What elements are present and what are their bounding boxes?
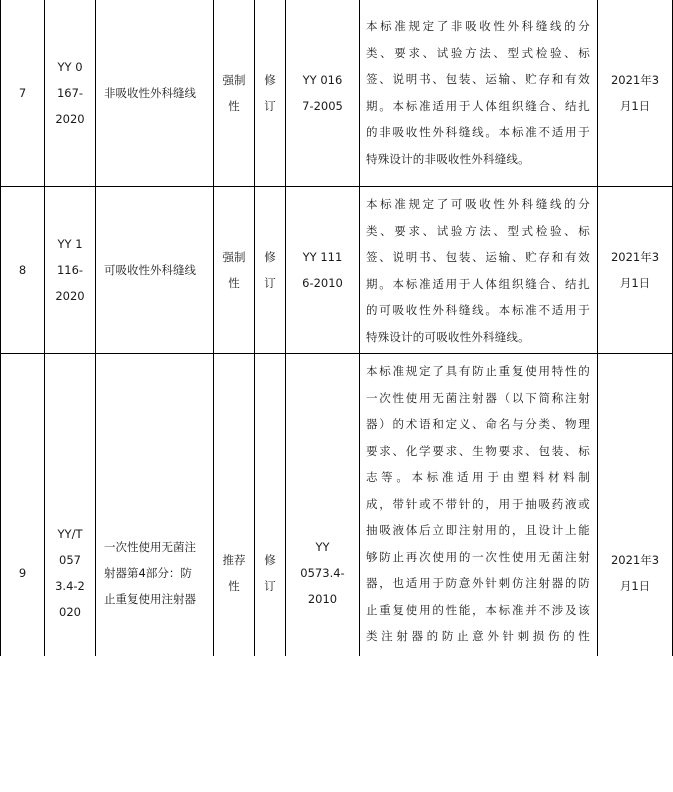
description-line: 器）的术语和定义、命名与分类、物理: [366, 417, 590, 431]
replaced-standard-cell: [286, 187, 359, 353]
description-line: 签、说明书、包装、运输、贮存和有效: [366, 72, 590, 86]
nature-line: 强制: [222, 250, 246, 264]
revision-type-line: 订: [264, 276, 276, 290]
seq-number: 9: [18, 566, 27, 580]
replaced-standard-line: YY 016: [302, 73, 343, 87]
column-divider: [359, 0, 360, 656]
standard-name-line: 射器第4部分：防: [104, 566, 192, 580]
nature-line: 推荐: [222, 553, 246, 567]
description-line: 类、要求、试验方法、型式检验、标: [366, 45, 590, 60]
standard-name-cell: [96, 0, 213, 186]
nature-line: 强制: [222, 73, 246, 87]
revision-type-cell: [255, 354, 285, 792]
description-cell: [366, 358, 590, 656]
standard-number-line: 057: [59, 553, 81, 567]
standard-number-line: YY 1: [57, 237, 83, 251]
replaced-standard-line: YY 111: [302, 250, 343, 264]
description-line: 器，也适用于防意外针刺仿注射器的防: [366, 576, 590, 590]
standard-name-line: 可吸收性外科缝线: [104, 263, 196, 277]
description-line: 够防止再次使用的一次性使用无菌注射: [366, 549, 590, 564]
standard-number-line: 2020: [55, 112, 85, 126]
replaced-standard-line: 2010: [307, 592, 338, 606]
standard-name-line: 止重复使用注射器: [104, 592, 196, 606]
description-line: 签、说明书、包装、运输、贮存和有效: [366, 250, 590, 264]
description-line: 本标准规定了非吸收性外科缝线的分: [366, 19, 590, 33]
description-cell: [366, 13, 590, 183]
seq-cell: [1, 354, 44, 792]
description-line: 一次性使用无菌注射器（以下简称注射: [366, 390, 590, 405]
description-line: 抽吸液体后立即注射用的，且设计上能: [366, 523, 590, 537]
description-cell: [366, 191, 590, 353]
nature-cell: [214, 0, 254, 186]
nature-line: 性: [228, 276, 240, 290]
revision-type-line: 修: [264, 553, 276, 567]
seq-cell: [1, 187, 44, 353]
replaced-standard-line: YY: [315, 540, 330, 554]
standard-number-line: 116-: [56, 263, 84, 277]
nature-line: 性: [228, 579, 240, 593]
effective-date-line: 月1日: [619, 579, 651, 593]
description-line: 成，带针或不带针的，用于抽吸药液或: [366, 496, 590, 511]
description-line: 期。本标准适用于人体组织缝合、结扎: [366, 276, 590, 291]
standard-number-line: YY 0: [57, 60, 83, 74]
revision-type-line: 修: [264, 73, 276, 87]
description-line: 止重复使用的性能，本标准并不涉及该: [366, 602, 590, 617]
revision-type-cell: [255, 187, 285, 353]
description-line: 志等。本标准适用于由塑料材料制: [366, 470, 590, 484]
standard-number-line: 3.4-2: [55, 579, 85, 593]
description-line: 期。本标准适用于人体组织缝合、结扎: [366, 98, 590, 113]
seq-number: 7: [18, 86, 27, 100]
revision-type-line: 订: [264, 99, 276, 113]
revision-type-line: 修: [264, 250, 276, 264]
effective-date-cell: [598, 0, 672, 186]
revision-type-line: 订: [264, 579, 276, 593]
standard-name-cell: [96, 187, 213, 353]
standard-name-line: 非吸收性外科缝线: [104, 86, 196, 100]
nature-cell: [214, 354, 254, 792]
effective-date-line: 月1日: [619, 276, 651, 290]
description-line: 特殊设计的非吸收性外科缝线。: [366, 151, 530, 166]
effective-date-cell: [598, 354, 672, 792]
description-line: 本标准规定了可吸收性外科缝线的分: [366, 197, 590, 211]
description-line: 的非吸收性外科缝线。本标准不适用于: [366, 125, 590, 139]
revision-type-cell: [255, 0, 285, 186]
standard-number-cell: [45, 187, 95, 353]
effective-date-line: 2021年3: [610, 73, 660, 87]
standard-number-line: YY/T: [57, 527, 83, 541]
effective-date-cell: [598, 187, 672, 353]
replaced-standard-cell: [286, 0, 359, 186]
description-line: 要求、化学要求、生物要求、包装、标: [366, 443, 590, 458]
standard-number-cell: [45, 354, 95, 792]
standard-number-cell: [45, 0, 95, 186]
description-line: 类、要求、试验方法、型式检验、标: [366, 223, 590, 238]
replaced-standard-cell: [286, 354, 359, 792]
replaced-standard-line: 0573.4-: [300, 566, 345, 580]
standard-name-line: 一次性使用无菌注: [104, 540, 196, 554]
effective-date-line: 2021年3: [610, 553, 660, 567]
description-line: 本标准规定了具有防止重复使用特性的: [366, 364, 590, 378]
effective-date-line: 月1日: [619, 99, 651, 113]
standard-number-line: 2020: [55, 289, 85, 303]
standard-name-cell: [96, 354, 213, 792]
description-line: 特殊设计的可吸收性外科缝线。: [366, 329, 530, 344]
seq-cell: [1, 0, 44, 186]
seq-number: 8: [18, 263, 27, 277]
description-line: 的可吸收性外科缝线。本标准不适用于: [366, 303, 590, 317]
nature-cell: [214, 187, 254, 353]
description-line: 类注射器的防止意外针刺损伤的性: [366, 629, 590, 643]
standard-number-line: 020: [59, 605, 81, 619]
standard-number-line: 167-: [56, 86, 84, 100]
replaced-standard-line: 7-2005: [302, 99, 343, 113]
nature-line: 性: [228, 99, 240, 113]
effective-date-line: 2021年3: [610, 250, 660, 264]
replaced-standard-line: 6-2010: [302, 276, 343, 290]
